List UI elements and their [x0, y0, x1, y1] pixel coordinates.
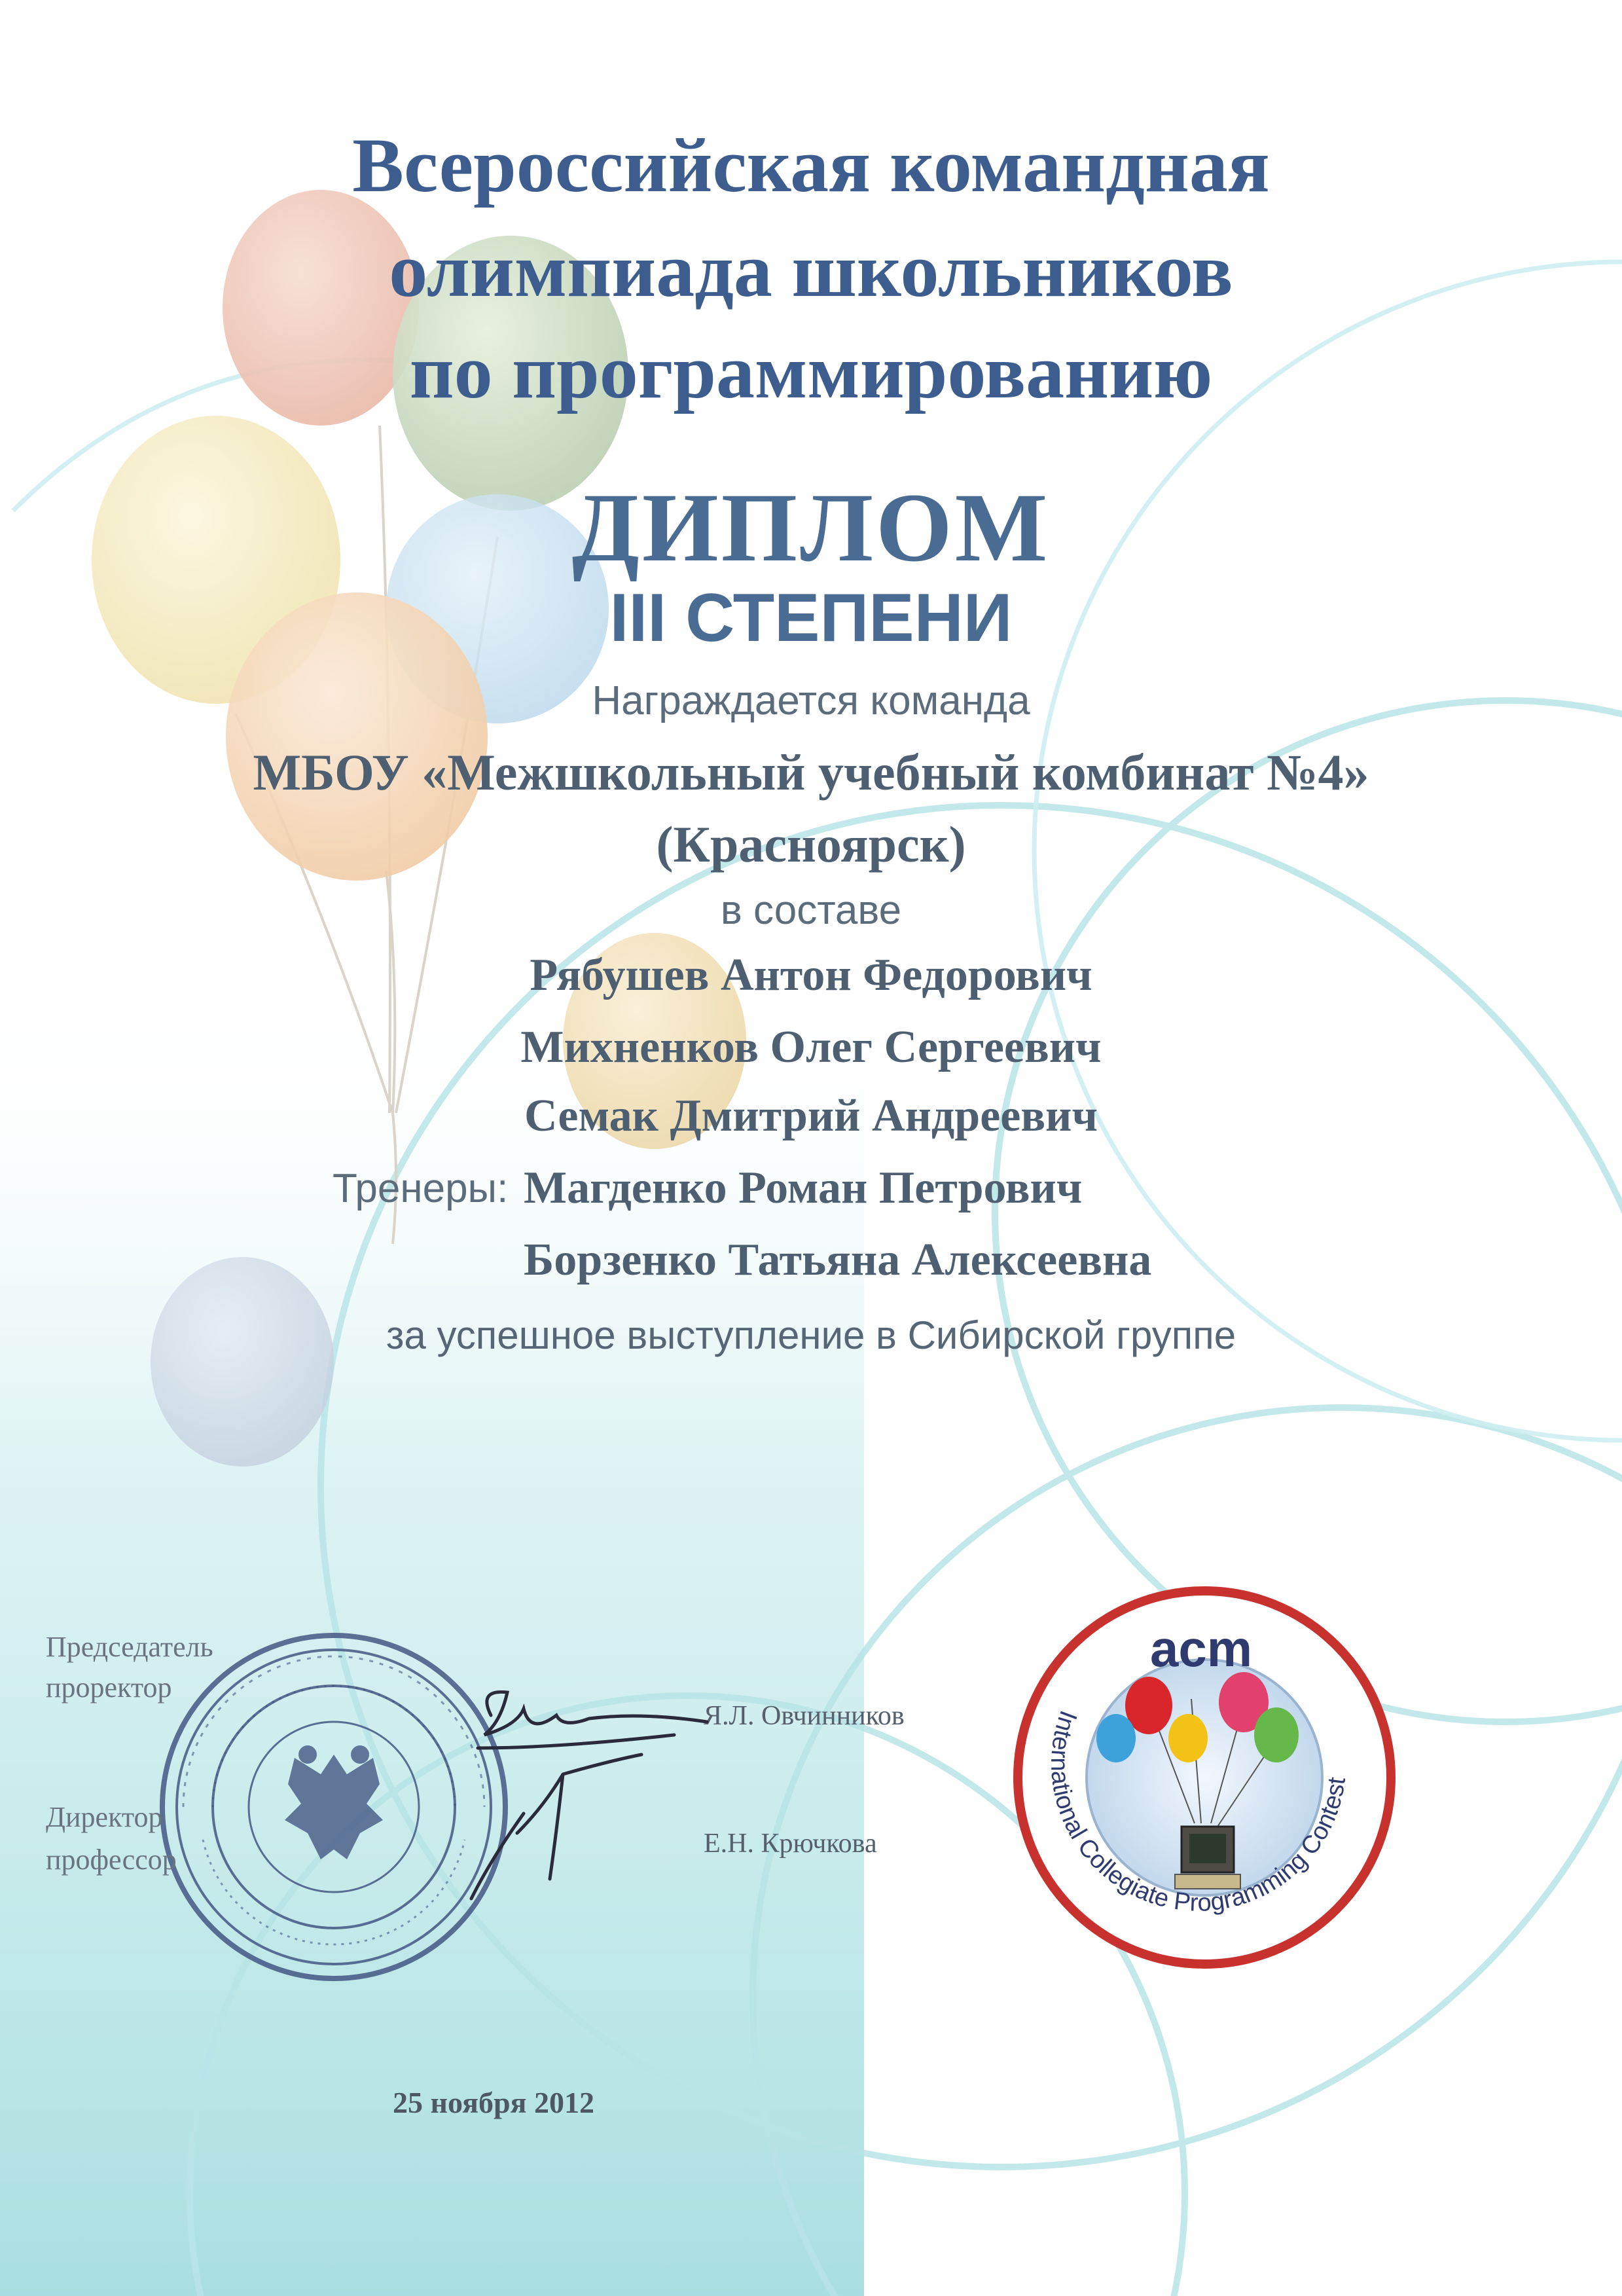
title-line-1: Всероссийская командная — [352, 122, 1270, 208]
member-name-1: Рябушев Антон Федорович — [530, 950, 1092, 1000]
coaches-label: Тренеры: — [333, 1166, 509, 1211]
coach-name-1: Магденко Роман Петрович — [524, 1163, 1083, 1213]
acm-text: acm — [1149, 1620, 1253, 1677]
title-line-2: олимпиада школьников — [389, 227, 1233, 313]
ring-text: International Collegiate Programming Contest — [1045, 1707, 1351, 1917]
awarded-label: Награждается команда — [592, 678, 1030, 723]
composition-label: в составе — [720, 888, 902, 933]
chair-name: Я.Л. Овчинников — [704, 1701, 905, 1731]
director-title: Директор — [46, 1801, 163, 1833]
member-name-3: Семак Дмитрий Андреевич — [524, 1091, 1098, 1141]
handwritten-signatures — [393, 1663, 759, 1925]
acm-icpc-logo — [1001, 1575, 1407, 1980]
award-reason: за успешное выступление в Сибирской группе — [386, 1313, 1236, 1357]
chair-title: Председатель — [46, 1631, 213, 1663]
double-headed-eagle-icon — [285, 1745, 383, 1859]
issue-date: 25 ноября 2012 — [393, 2086, 594, 2119]
degree-heading: III СТЕПЕНИ — [609, 580, 1013, 656]
team-name: МБОУ «Межшкольный учебный комбинат №4» — [253, 744, 1369, 801]
coach-name-2: Борзенко Татьяна Алексеевна — [524, 1235, 1152, 1285]
director-name: Е.Н. Крючкова — [704, 1829, 877, 1859]
diploma-heading: ДИПЛОМ — [571, 473, 1051, 582]
chair-subtitle: проректор — [46, 1671, 172, 1704]
member-name-2: Михненков Олег Сергеевич — [520, 1022, 1102, 1072]
director-subtitle: профессор — [46, 1844, 177, 1876]
title-line-3: по программированию — [409, 329, 1213, 414]
team-city: (Красноярск) — [656, 816, 966, 873]
